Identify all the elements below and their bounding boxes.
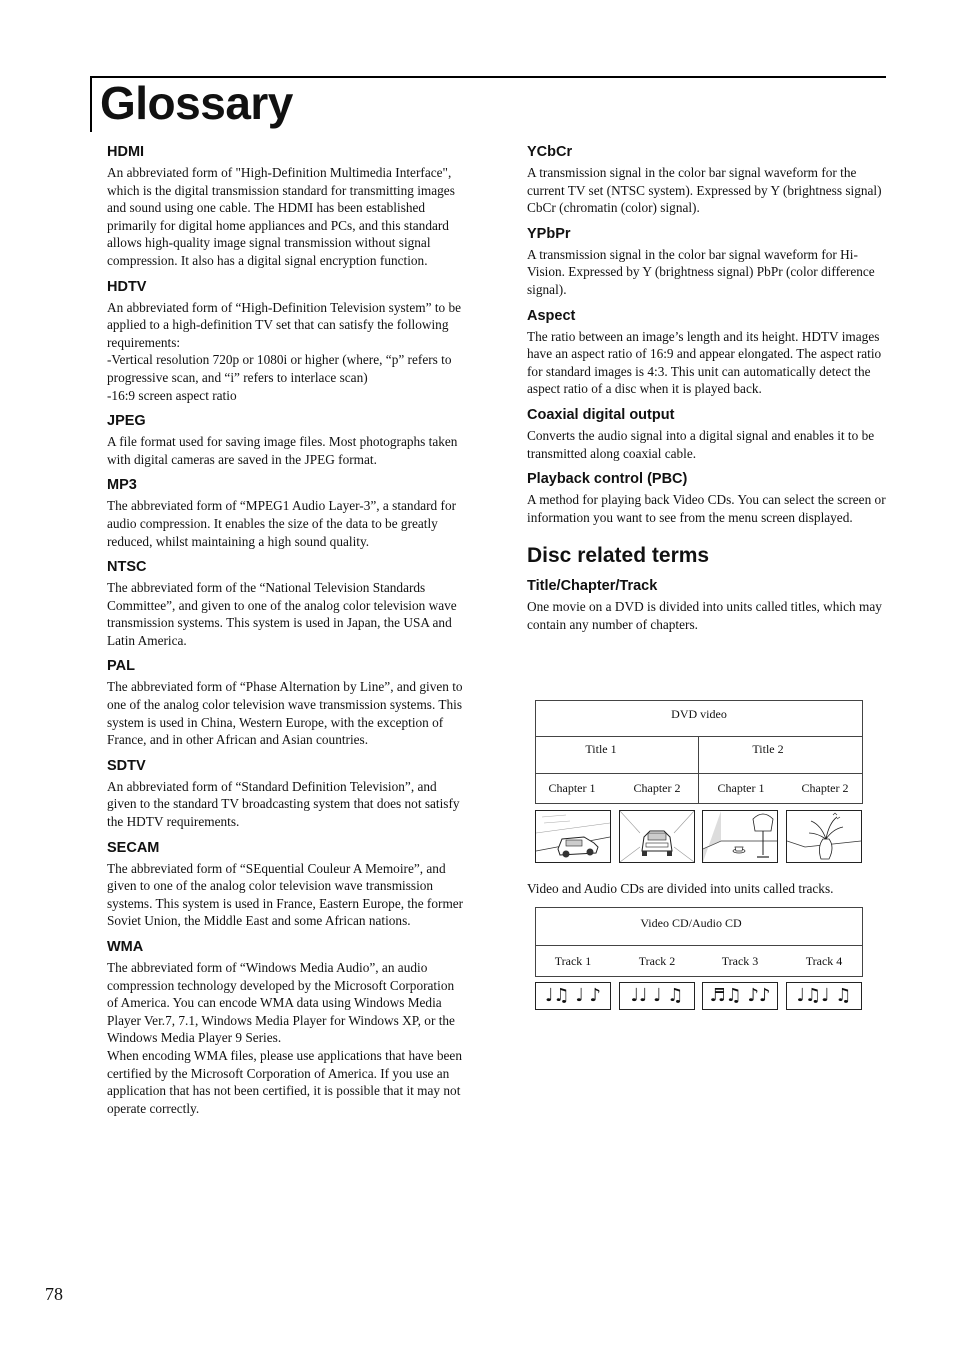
- term-ypbpr: [527, 226, 889, 299]
- right-column: [527, 144, 889, 643]
- term-heading: HDMI: [107, 144, 145, 160]
- term-heading: PAL: [107, 658, 135, 675]
- dvd-header: DVD video: [671, 707, 727, 721]
- term-hdmi: [107, 144, 467, 270]
- dvd-chapter: Chapter 2: [801, 781, 849, 795]
- dvd-chapter: Chapter 2: [633, 781, 681, 795]
- car-road-image: [535, 810, 611, 863]
- music-notes-image: ♩♫♩ ♫: [786, 982, 862, 1010]
- dvd-diagram: [535, 700, 863, 804]
- term-definition: A method for playing back Video CDs. You can select the screen or information you want to see from the menu screen displayed.: [527, 492, 886, 525]
- title-bar: [90, 76, 92, 132]
- music-notes-image: ♩♩ ♩ ♫: [619, 982, 695, 1010]
- dvd-title-2: Title 2: [752, 742, 784, 756]
- cd-track: Track 1: [554, 954, 592, 968]
- term-definition: A file format used for saving image files. Most photographs taken with digital cameras are saved in the JPEG format.: [107, 434, 458, 467]
- term-definition: An abbreviated form of "High-Definition Multimedia Interface", which is the digital transmission standard for transmitting images and sound using one cable. The HDMI has been established primarily for digital home appliances and PCs, and this standard allows high-quality image signal transmission without signal compression. It also has a digital signal encryption function.: [107, 165, 455, 268]
- term-heading: JPEG: [107, 413, 146, 430]
- term-mp3: [107, 477, 467, 550]
- term-definition: A transmission signal in the color bar signal waveform for the current TV set (NTSC system). Expressed by Y (brightness signal) CbCr (chromatin (color) signal).: [527, 165, 882, 216]
- term-heading: NTSC: [107, 559, 147, 576]
- term-definition: One movie on a DVD is divided into units called titles, which may contain any number of chapters.: [527, 599, 882, 632]
- term-definition: A transmission signal in the color bar signal waveform for Hi-Vision. Expressed by Y (brightness signal) PbPr (color difference signal).: [527, 246, 875, 297]
- term-heading: SDTV: [107, 757, 146, 774]
- page-title: Glossary: [100, 77, 293, 129]
- term-definition: The ratio between an image’s length and its height. HDTV images have an aspect ratio of 16:9 and appear elongated. The aspect ratio for standard images is 4:3. This unit can automatically detect the aspect ratio of a disc when it is played back.: [527, 328, 882, 397]
- term-heading: Coaxial digital output: [527, 406, 675, 423]
- term-title-chapter-track: [527, 578, 889, 633]
- term-ycbcr: [527, 144, 889, 217]
- lamp-room-image: [702, 810, 778, 863]
- disc-terms-heading: Disc related terms: [527, 544, 710, 568]
- term-definition: The abbreviated form of “Windows Media Audio”, an audio compression technology developed by the Microsoft Corporation of America. You can encode WMA data using Windows Media Player Ver.7, 7.1, Windows Media Player for Windows XP, or the Windows Media Player 9 Series. When encoding WMA files, please use applications that have been certified by the Microsoft Corporation of America. If you use an application that has not been certified, it is possible that it may not operate correctly.: [107, 960, 462, 1116]
- term-definition: The abbreviated form of “Phase Alternation by Line”, and given to one of the analog color television wave transmission systems. This system is used in China, Western Europe, with the exception of France, and in other African and Asian countries.: [107, 679, 463, 748]
- term-ntsc: [107, 559, 467, 649]
- term-secam: [107, 840, 467, 930]
- term-aspect: [527, 308, 889, 398]
- term-jpeg: [107, 413, 467, 468]
- term-heading: YPbPr: [527, 225, 571, 242]
- cd-diagram: [535, 907, 863, 977]
- term-sdtv: [107, 758, 467, 831]
- term-heading: WMA: [107, 939, 144, 955]
- term-definition: The abbreviated form of “SEquential Couleur A Memoire”, and given to one of the analog color television wave transmission systems. This system is used in France, Eastern Europe, the former Soviet Union, the Middle East and some African nations.: [107, 860, 464, 929]
- cd-header: Video CD/Audio CD: [640, 916, 742, 930]
- term-definition: An abbreviated form of “Standard Definition Television”, and given to the standard TV broadcasting system that does not satisfy the HDTV requirements.: [107, 778, 460, 830]
- cd-track: Track 2: [638, 954, 676, 968]
- term-definition: An abbreviated form of “High-Definition Television system” to be applied to a high-definition TV set that can satisfy the following requirements: -Vertical resolution 720p or 1080i or higher (where, “p” refers to progressive scan, and “i” refers to interlace scan) -16:9 screen aspect ratio: [107, 299, 462, 403]
- term-heading: Playback control (PBC): [527, 471, 688, 488]
- term-definition: The abbreviated form of the “National Television Standards Committee”, and given to one of the analog color television wave transmission systems. This system is used in Japan, the USA and Latin America.: [107, 580, 457, 648]
- term-heading: Title/Chapter/Track: [527, 578, 658, 595]
- dvd-chapter: Chapter 1: [548, 781, 596, 795]
- plant-vase-image: [786, 810, 862, 863]
- page-number: 78: [45, 1284, 63, 1304]
- term-coaxial: [527, 407, 889, 462]
- music-notes-image: ♩♫ ♩ ♪: [535, 982, 611, 1010]
- term-heading: MP3: [107, 477, 137, 494]
- cd-note: Video and Audio CDs are divided into units called tracks.: [527, 881, 834, 896]
- dvd-chapter: Chapter 1: [717, 781, 765, 795]
- cd-track: Track 3: [721, 954, 759, 968]
- term-heading: YCbCr: [527, 144, 573, 160]
- term-pal: [107, 658, 467, 748]
- car-front-image: [619, 810, 695, 863]
- dvd-title-1: Title 1: [585, 742, 617, 756]
- term-heading: SECAM: [107, 839, 160, 856]
- term-pbc: [527, 471, 889, 526]
- term-definition: The abbreviated form of “MPEG1 Audio Layer-3”, a standard for audio compression. It enables the size of the data to be greatly reduced, whilst maintaining a high sound quality.: [107, 498, 457, 549]
- term-hdtv: [107, 279, 467, 405]
- music-notes-image: ♬♫ ♪♪: [702, 982, 778, 1010]
- left-column: [107, 144, 467, 1126]
- term-wma: [107, 939, 467, 1117]
- term-definition: Converts the audio signal into a digital signal and enables it to be transmitted along coaxial cable.: [527, 427, 875, 461]
- term-heading: Aspect: [527, 307, 576, 324]
- term-heading: HDTV: [107, 278, 147, 295]
- cd-track: Track 4: [805, 954, 843, 968]
